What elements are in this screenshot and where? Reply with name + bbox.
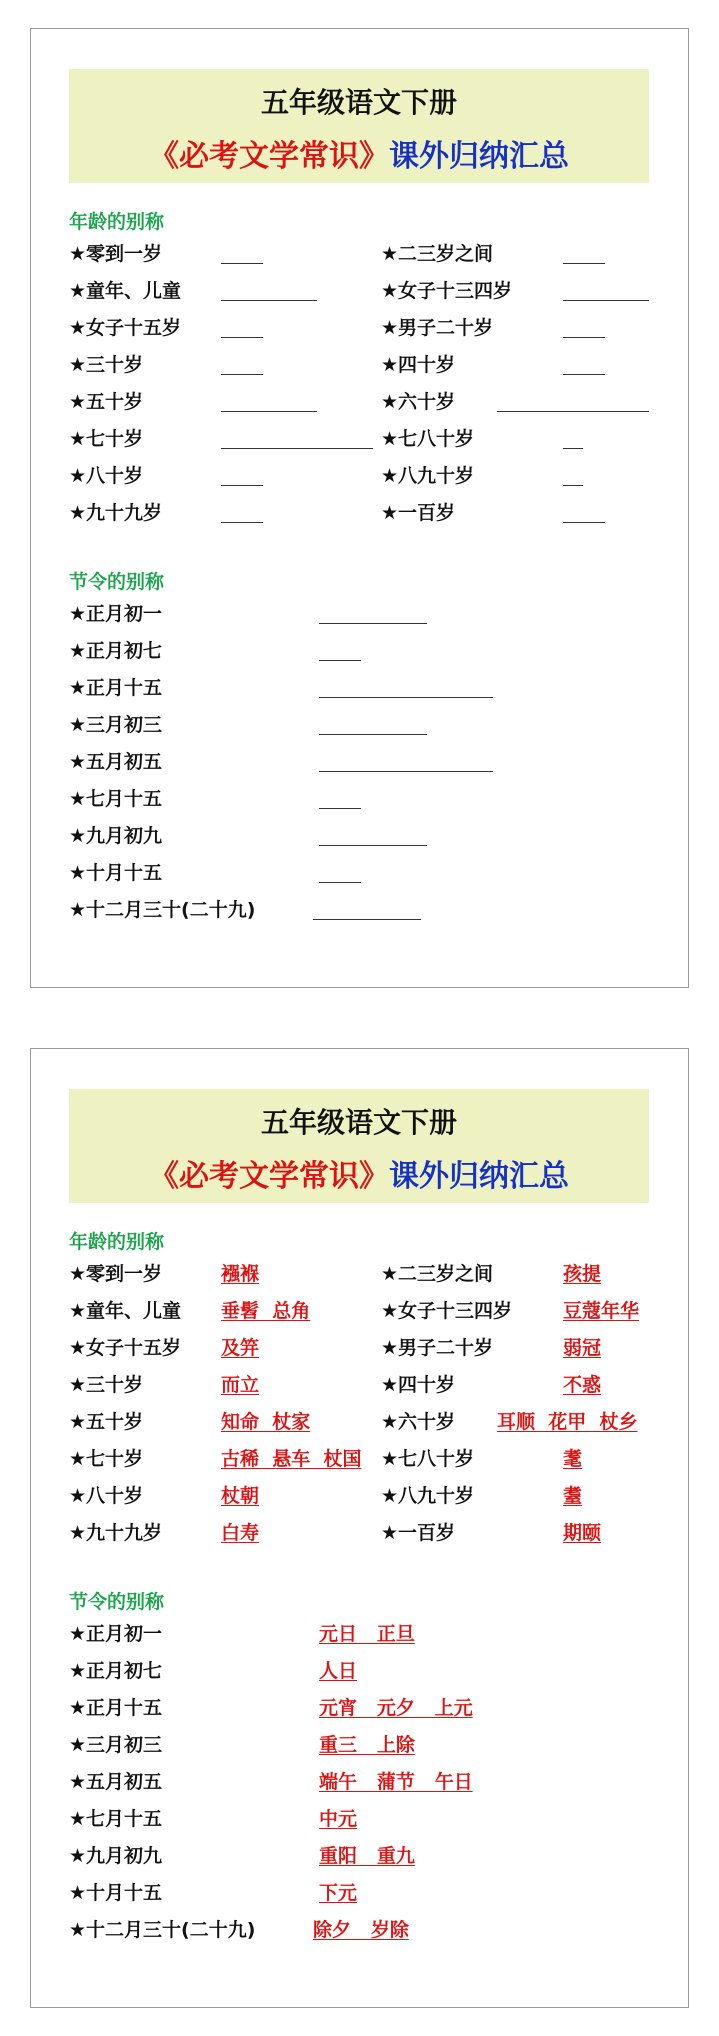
festival-label: ★十月十五 [69, 1882, 163, 1904]
age-label: ★男子二十岁 [381, 1337, 494, 1359]
answer-blank[interactable] [563, 337, 605, 338]
festival-row [31, 747, 688, 781]
festival-answer: 除夕 岁除 [313, 1919, 409, 1941]
page-title: 五年级语文下册 [260, 86, 457, 119]
age-row [31, 239, 688, 273]
answer-blank[interactable] [221, 485, 263, 486]
answer-blank[interactable] [221, 411, 317, 412]
section-heading-festival: 节令的别称 [69, 1591, 165, 1613]
age-label: ★七八十岁 [381, 1448, 475, 1470]
section-heading-festival: 节令的别称 [69, 571, 165, 593]
age-label: ★六十岁 [381, 391, 456, 413]
age-answer: 耋 [563, 1485, 583, 1507]
subtitle-blue: 课外归纳汇总 [389, 139, 569, 174]
worksheet-card [30, 28, 689, 988]
answer-blank[interactable] [563, 374, 605, 375]
age-row [31, 1370, 688, 1404]
answer-blank[interactable] [563, 263, 605, 264]
answer-blank[interactable] [221, 374, 263, 375]
title-banner [69, 1089, 649, 1203]
festival-label: ★十二月三十(二十九) [69, 1919, 256, 1941]
age-answer: 不惑 [563, 1374, 602, 1396]
age-label: ★四十岁 [381, 354, 456, 376]
age-label: ★童年、儿童 [69, 1300, 182, 1322]
festival-answer: 下元 [319, 1882, 358, 1904]
festival-row [31, 1730, 688, 1764]
age-label: ★五十岁 [69, 391, 144, 413]
answer-blank[interactable] [319, 882, 361, 883]
age-row [31, 461, 688, 495]
festival-label: ★正月初七 [69, 1660, 163, 1682]
age-answer: 豆蔻年华 [563, 1300, 640, 1322]
festival-answer: 端午 蒲节 午日 [319, 1771, 473, 1793]
festival-row [31, 1767, 688, 1801]
age-row [31, 276, 688, 310]
age-row [31, 313, 688, 347]
festival-label: ★十二月三十(二十九) [69, 899, 256, 921]
answer-blank[interactable] [319, 734, 427, 735]
page-subtitle [69, 1151, 649, 1195]
festival-label: ★七月十五 [69, 1808, 163, 1830]
festival-answer: 元宵 元夕 上元 [319, 1697, 473, 1719]
festival-row [31, 1915, 688, 1949]
age-answer: 白寿 [221, 1522, 260, 1544]
age-row [31, 1444, 688, 1478]
festival-label: ★正月初一 [69, 603, 163, 625]
age-answer: 孩提 [563, 1263, 602, 1285]
age-answer: 及笄 [221, 1337, 260, 1359]
age-row [31, 1259, 688, 1293]
answer-blank[interactable] [221, 300, 317, 301]
festival-row [31, 710, 688, 744]
festival-label: ★正月十五 [69, 1697, 163, 1719]
age-row [31, 424, 688, 458]
festival-answer: 元日 正旦 [319, 1623, 415, 1645]
age-label: ★女子十三四岁 [381, 280, 513, 302]
festival-label: ★正月初一 [69, 1623, 163, 1645]
age-label: ★九十九岁 [69, 1522, 163, 1544]
festival-answer: 重三 上除 [319, 1734, 415, 1756]
age-answer: 襁褓 [221, 1263, 260, 1285]
age-label: ★二三岁之间 [381, 243, 494, 265]
festival-label: ★九月初九 [69, 825, 163, 847]
answer-blank[interactable] [563, 485, 583, 486]
age-label: ★女子十三四岁 [381, 1300, 513, 1322]
section-heading-age: 年龄的别称 [69, 211, 165, 233]
age-answer: 而立 [221, 1374, 260, 1396]
age-label: ★男子二十岁 [381, 317, 494, 339]
age-answer: 耄 [563, 1448, 583, 1470]
age-label: ★女子十五岁 [69, 1337, 182, 1359]
subtitle-red: 《必考文学常识》 [149, 139, 389, 174]
age-row [31, 1518, 688, 1552]
age-label: ★七十岁 [69, 1448, 144, 1470]
age-answer: 期颐 [563, 1522, 602, 1544]
age-answer: 知命 杖家 [221, 1411, 311, 1433]
title-banner [69, 69, 649, 183]
age-label: ★零到一岁 [69, 1263, 163, 1285]
page-title: 五年级语文下册 [260, 1106, 457, 1139]
age-row [31, 350, 688, 384]
subtitle-red: 《必考文学常识》 [149, 1159, 389, 1194]
answer-blank[interactable] [319, 845, 427, 846]
age-label: ★九十九岁 [69, 502, 163, 524]
festival-row [31, 1841, 688, 1875]
age-row [31, 1296, 688, 1330]
festival-label: ★三月初三 [69, 1734, 163, 1756]
answer-blank[interactable] [319, 808, 361, 809]
festival-label: ★五月初五 [69, 1771, 163, 1793]
answer-blank[interactable] [221, 337, 263, 338]
age-row [31, 1481, 688, 1515]
answer-blank[interactable] [319, 771, 493, 772]
festival-row [31, 1693, 688, 1727]
age-answer: 古稀 悬车 杖国 [221, 1448, 362, 1470]
answer-blank[interactable] [563, 522, 605, 523]
festival-row [31, 821, 688, 855]
answer-blank[interactable] [221, 522, 263, 523]
festival-row [31, 895, 688, 929]
festival-row [31, 1878, 688, 1912]
age-label: ★二三岁之间 [381, 1263, 494, 1285]
festival-row [31, 1656, 688, 1690]
age-label: ★童年、儿童 [69, 280, 182, 302]
festival-label: ★正月初七 [69, 640, 163, 662]
festival-answer: 中元 [319, 1808, 358, 1830]
answer-blank[interactable] [497, 411, 649, 412]
age-label: ★八九十岁 [381, 1485, 475, 1507]
age-label: ★八九十岁 [381, 465, 475, 487]
age-row [31, 498, 688, 532]
age-label: ★一百岁 [381, 1522, 456, 1544]
age-label: ★零到一岁 [69, 243, 163, 265]
age-label: ★八十岁 [69, 465, 144, 487]
festival-row [31, 673, 688, 707]
age-label: ★一百岁 [381, 502, 456, 524]
festival-row [31, 784, 688, 818]
age-row [31, 387, 688, 421]
answer-blank[interactable] [319, 660, 361, 661]
answer-blank[interactable] [221, 263, 263, 264]
age-answer: 耳顺 花甲 杖乡 [497, 1411, 638, 1433]
age-row [31, 1333, 688, 1367]
age-answer: 杖朝 [221, 1485, 260, 1507]
age-label: ★三十岁 [69, 354, 144, 376]
festival-label: ★九月初九 [69, 1845, 163, 1867]
answer-blank[interactable] [313, 919, 421, 920]
age-row [31, 1407, 688, 1441]
age-answer: 弱冠 [563, 1337, 602, 1359]
festival-row [31, 1804, 688, 1838]
answer-card [30, 1048, 689, 2008]
section-heading-age: 年龄的别称 [69, 1231, 165, 1253]
festival-label: ★三月初三 [69, 714, 163, 736]
answer-blank[interactable] [319, 623, 427, 624]
subtitle-blue: 课外归纳汇总 [389, 1159, 569, 1194]
festival-label: ★五月初五 [69, 751, 163, 773]
festival-row [31, 599, 688, 633]
answer-blank[interactable] [221, 448, 373, 449]
answer-blank[interactable] [563, 448, 583, 449]
age-answer: 垂髫 总角 [221, 1300, 311, 1322]
age-label: ★四十岁 [381, 1374, 456, 1396]
festival-answer: 重阳 重九 [319, 1845, 415, 1867]
age-label: ★七八十岁 [381, 428, 475, 450]
festival-row [31, 636, 688, 670]
age-label: ★三十岁 [69, 1374, 144, 1396]
festival-row [31, 858, 688, 892]
page-subtitle [69, 131, 649, 175]
festival-label: ★正月十五 [69, 677, 163, 699]
festival-row [31, 1619, 688, 1653]
age-label: ★女子十五岁 [69, 317, 182, 339]
age-label: ★六十岁 [381, 1411, 456, 1433]
age-label: ★七十岁 [69, 428, 144, 450]
age-label: ★五十岁 [69, 1411, 144, 1433]
festival-label: ★七月十五 [69, 788, 163, 810]
festival-label: ★十月十五 [69, 862, 163, 884]
answer-blank[interactable] [563, 300, 649, 301]
age-label: ★八十岁 [69, 1485, 144, 1507]
festival-answer: 人日 [319, 1660, 358, 1682]
answer-blank[interactable] [319, 697, 493, 698]
